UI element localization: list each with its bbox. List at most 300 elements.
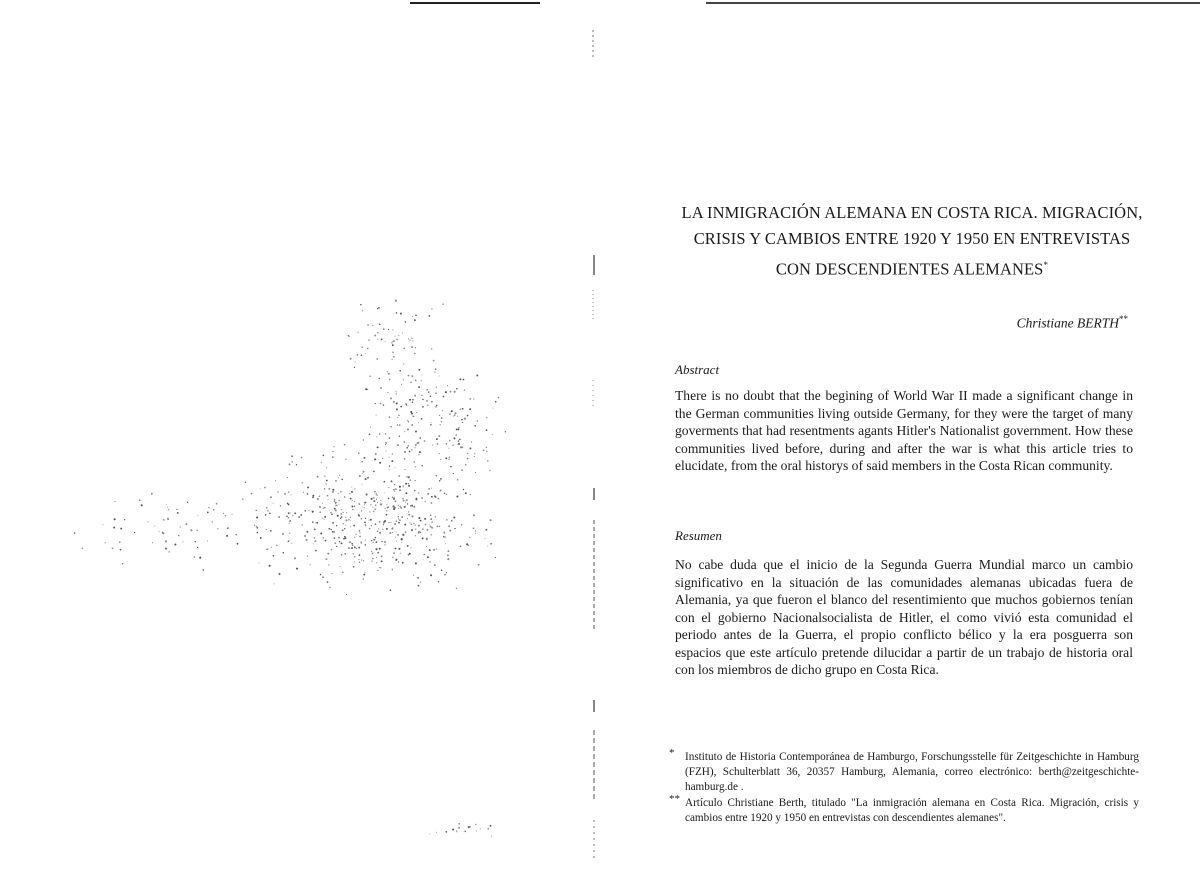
noise-speck [168, 551, 170, 553]
noise-speck [334, 508, 336, 510]
noise-speck [419, 437, 421, 439]
noise-speck [328, 564, 329, 565]
noise-speck [369, 528, 371, 530]
noise-speck [393, 401, 395, 403]
noise-speck [458, 443, 460, 445]
noise-speck [432, 445, 433, 446]
noise-speck [433, 360, 435, 362]
noise-speck [421, 418, 423, 420]
noise-speck [373, 498, 374, 499]
noise-speck [418, 454, 419, 455]
noise-speck [406, 476, 408, 478]
noise-speck [407, 545, 409, 547]
noise-speck [392, 352, 393, 353]
noise-speck [409, 476, 410, 477]
noise-speck [431, 502, 433, 504]
noise-speck [351, 506, 353, 508]
noise-speck [428, 391, 429, 392]
noise-speck [323, 455, 325, 457]
noise-speck [410, 506, 411, 507]
noise-speck [364, 507, 365, 508]
noise-speck [319, 511, 321, 513]
noise-speck [390, 522, 391, 523]
noise-speck [495, 401, 497, 403]
noise-speck [327, 499, 328, 500]
noise-speck [448, 525, 450, 527]
noise-speck [305, 510, 307, 512]
noise-speck [314, 529, 316, 531]
noise-speck [392, 359, 393, 360]
noise-speck [350, 517, 351, 518]
noise-speck [409, 553, 411, 555]
noise-speck [386, 528, 388, 530]
noise-speck [463, 489, 465, 491]
noise-speck [484, 538, 485, 539]
noise-speck [202, 569, 204, 571]
noise-speck [271, 547, 272, 548]
noise-speck [440, 424, 441, 425]
noise-speck [336, 502, 337, 503]
noise-speck [470, 494, 471, 495]
noise-speck [212, 522, 213, 523]
noise-speck [468, 826, 470, 828]
noise-speck [394, 491, 395, 492]
noise-speck [197, 547, 198, 548]
noise-speck [388, 522, 389, 523]
noise-speck [407, 503, 408, 504]
noise-speck [365, 525, 367, 527]
noise-speck [396, 531, 397, 532]
noise-speck [344, 496, 346, 498]
noise-speck [407, 428, 408, 429]
noise-speck [379, 532, 381, 534]
noise-speck [456, 388, 458, 390]
noise-speck [487, 460, 489, 462]
noise-speck [393, 340, 395, 342]
noise-speck [407, 445, 409, 447]
noise-speck [362, 461, 363, 462]
noise-speck [437, 443, 439, 445]
noise-speck [114, 518, 116, 520]
noise-speck [385, 442, 387, 444]
noise-speck [441, 570, 443, 572]
noise-speck [357, 354, 359, 356]
noise-speck [361, 542, 363, 544]
noise-speck [363, 439, 364, 440]
noise-speck [401, 538, 403, 540]
noise-speck [456, 587, 458, 589]
author-footnote-mark: ** [1119, 314, 1128, 324]
noise-speck [469, 447, 471, 449]
noise-speck [163, 519, 165, 521]
noise-speck [456, 831, 457, 832]
noise-speck [289, 463, 291, 465]
abstract-heading: Abstract [675, 362, 720, 377]
noise-speck [422, 559, 423, 560]
noise-speck [274, 583, 275, 584]
noise-speck [404, 451, 406, 453]
noise-speck [264, 487, 266, 489]
footnote-text: Artículo Christiane Berth, titulado "La inmigración alemana en Costa Rica. Migración, crisis y cambios entre 1920 y 1950 en entrevistas con descendientes alemanes". [685, 797, 1139, 824]
noise-speck [474, 453, 475, 454]
noise-speck [320, 574, 322, 576]
noise-speck [351, 487, 352, 488]
noise-speck [82, 548, 83, 549]
noise-speck [420, 520, 422, 522]
noise-speck [370, 519, 372, 521]
noise-speck [324, 488, 325, 489]
noise-speck [402, 534, 403, 535]
noise-speck [276, 545, 277, 546]
noise-speck [437, 498, 439, 500]
noise-speck [483, 450, 485, 452]
noise-speck [339, 541, 340, 542]
noise-speck [352, 500, 353, 501]
noise-speck [355, 362, 356, 363]
noise-speck [307, 531, 309, 533]
noise-speck [395, 336, 396, 337]
noise-speck [392, 341, 393, 342]
noise-speck [308, 510, 309, 511]
noise-speck [319, 506, 321, 508]
noise-speck [267, 510, 269, 512]
noise-speck [332, 456, 333, 457]
noise-speck [445, 391, 447, 393]
noise-speck [460, 408, 462, 410]
noise-speck [393, 505, 395, 507]
noise-speck [301, 482, 302, 483]
noise-speck [449, 440, 451, 442]
noise-speck [340, 518, 341, 519]
noise-speck [403, 535, 405, 537]
noise-speck [225, 515, 227, 517]
noise-speck [346, 519, 348, 521]
noise-speck [296, 464, 297, 465]
noise-speck [287, 477, 288, 478]
noise-speck [444, 574, 446, 576]
noise-speck [424, 518, 426, 520]
noise-speck [287, 502, 289, 504]
noise-speck [386, 514, 388, 516]
noise-speck [341, 516, 343, 518]
noise-speck [411, 346, 413, 348]
noise-speck [431, 521, 432, 522]
noise-speck [477, 420, 479, 422]
noise-speck [341, 479, 343, 481]
noise-speck [486, 451, 487, 452]
noise-speck [412, 515, 414, 517]
noise-speck [414, 395, 416, 397]
noise-speck [454, 391, 456, 393]
noise-speck [364, 502, 366, 504]
noise-speck [256, 526, 258, 528]
noise-speck [324, 475, 325, 476]
noise-speck [313, 543, 314, 544]
noise-speck [429, 561, 431, 563]
noise-speck [339, 475, 340, 476]
noise-speck [290, 494, 291, 495]
noise-speck [370, 504, 371, 505]
noise-speck [476, 830, 477, 831]
noise-speck [216, 503, 218, 505]
noise-speck [378, 378, 379, 379]
noise-speck [391, 342, 392, 343]
noise-speck [168, 509, 169, 510]
noise-speck [400, 553, 401, 554]
noise-speck [330, 512, 331, 513]
noise-speck [443, 536, 445, 538]
noise-speck [288, 512, 290, 514]
noise-speck [425, 501, 426, 502]
noise-speck [458, 440, 459, 441]
noise-speck [398, 335, 399, 336]
noise-speck [284, 493, 285, 494]
noise-speck [372, 507, 373, 508]
noise-speck [327, 581, 329, 583]
noise-speck [431, 401, 433, 403]
noise-speck [434, 371, 435, 372]
noise-speck [436, 548, 437, 549]
noise-speck [387, 392, 388, 393]
noise-speck [375, 403, 376, 404]
noise-speck [380, 500, 381, 501]
noise-speck [450, 391, 452, 393]
noise-speck [451, 410, 453, 412]
noise-speck [418, 422, 419, 423]
noise-speck [286, 516, 288, 518]
noise-speck [490, 519, 492, 521]
noise-speck [400, 406, 402, 408]
noise-speck [375, 453, 377, 455]
noise-speck [404, 506, 406, 508]
noise-speck [480, 828, 481, 829]
noise-speck [388, 487, 389, 488]
noise-speck [242, 499, 243, 500]
noise-speck [395, 537, 396, 538]
noise-speck [396, 393, 397, 394]
noise-speck [398, 508, 399, 509]
noise-speck [370, 427, 371, 428]
noise-speck [361, 354, 363, 356]
noise-speck [377, 446, 379, 448]
noise-speck [420, 532, 421, 533]
noise-speck [422, 528, 424, 530]
noise-speck [413, 575, 414, 576]
noise-speck [433, 549, 435, 551]
noise-speck [495, 557, 496, 558]
noise-speck [102, 524, 103, 525]
noise-speck [322, 518, 323, 519]
noise-speck [323, 508, 325, 510]
noise-speck [197, 530, 198, 531]
noise-speck [363, 560, 364, 561]
noise-speck [351, 543, 353, 545]
noise-speck [424, 554, 425, 555]
noise-speck [385, 508, 386, 509]
noise-speck [317, 476, 319, 478]
noise-speck [166, 542, 167, 543]
noise-speck [294, 557, 296, 559]
noise-speck [392, 330, 393, 331]
noise-speck [338, 477, 339, 478]
noise-speck [436, 832, 437, 833]
noise-speck [405, 502, 406, 503]
noise-speck [258, 562, 259, 563]
noise-speck [426, 546, 427, 547]
noise-speck [371, 498, 373, 500]
noise-speck [486, 447, 487, 448]
noise-speck [409, 451, 411, 453]
noise-speck [408, 421, 410, 423]
noise-speck [415, 535, 416, 536]
noise-speck [338, 493, 339, 494]
noise-speck [431, 348, 432, 349]
noise-speck [396, 339, 398, 341]
noise-speck [328, 488, 330, 490]
noise-speck [397, 516, 398, 517]
noise-speck [392, 453, 393, 454]
noise-speck [314, 537, 316, 539]
noise-speck [400, 313, 402, 315]
noise-speck [363, 574, 365, 576]
noise-speck [394, 497, 395, 498]
noise-speck [415, 447, 416, 448]
noise-speck [344, 444, 346, 446]
noise-speck [332, 522, 334, 524]
noise-speck [377, 570, 378, 571]
noise-speck [469, 537, 470, 538]
noise-speck [383, 481, 385, 483]
noise-speck [498, 397, 500, 399]
noise-speck [332, 491, 334, 493]
noise-speck [310, 564, 311, 565]
noise-speck [368, 339, 370, 341]
noise-speck [421, 380, 422, 381]
noise-speck [411, 449, 412, 450]
noise-speck [399, 424, 401, 426]
noise-speck [389, 437, 391, 439]
noise-speck [376, 415, 377, 416]
noise-speck [392, 569, 393, 570]
noise-speck [375, 504, 377, 506]
noise-speck [407, 420, 408, 421]
noise-speck [358, 559, 359, 560]
noise-speck [351, 491, 353, 493]
noise-speck [167, 518, 168, 519]
noise-speck [119, 541, 121, 543]
noise-speck [356, 548, 357, 549]
noise-speck [307, 493, 309, 495]
noise-speck [426, 400, 427, 401]
noise-speck [353, 553, 354, 554]
noise-speck [390, 589, 392, 591]
noise-speck [389, 457, 390, 458]
noise-speck [459, 439, 461, 441]
noise-speck [389, 465, 390, 466]
noise-speck [354, 525, 355, 526]
noise-speck [371, 551, 372, 552]
noise-speck [431, 308, 432, 309]
noise-speck [445, 457, 447, 459]
noise-speck [354, 488, 355, 489]
noise-speck [415, 314, 417, 316]
noise-speck [397, 424, 398, 425]
noise-speck [315, 522, 316, 523]
noise-speck [404, 524, 406, 526]
noise-speck [396, 402, 398, 404]
noise-speck [277, 491, 278, 492]
noise-speck [438, 581, 439, 582]
noise-speck [448, 458, 449, 459]
noise-speck [391, 480, 393, 482]
noise-speck [405, 469, 406, 470]
noise-speck [411, 524, 412, 525]
noise-speck [405, 321, 407, 323]
noise-speck [290, 512, 291, 513]
noise-speck [457, 428, 459, 430]
noise-speck [429, 549, 431, 551]
noise-speck [461, 469, 463, 471]
noise-speck [392, 344, 394, 346]
noise-speck [392, 532, 393, 533]
noise-speck [439, 453, 440, 454]
noise-speck [217, 528, 218, 529]
noise-speck [452, 829, 454, 831]
noise-speck [226, 535, 228, 537]
noise-speck [354, 537, 355, 538]
noise-speck [365, 539, 366, 540]
noise-speck [411, 547, 412, 548]
noise-speck [453, 473, 454, 474]
noise-speck [435, 496, 437, 498]
noise-speck [403, 379, 404, 380]
noise-speck [397, 417, 398, 418]
noise-speck [418, 532, 419, 533]
noise-speck [429, 834, 430, 835]
noise-speck [438, 375, 439, 376]
noise-speck [340, 566, 341, 567]
noise-speck [377, 339, 378, 340]
noise-speck [369, 375, 371, 377]
noise-speck [316, 522, 318, 524]
noise-speck [167, 507, 168, 508]
noise-speck [162, 532, 164, 534]
noise-speck [410, 382, 412, 384]
noise-speck [393, 356, 395, 358]
noise-speck [177, 512, 179, 514]
noise-speck [365, 518, 366, 519]
noise-speck [376, 358, 378, 360]
noise-speck [231, 514, 232, 515]
noise-speck [324, 507, 326, 509]
noise-speck [460, 545, 462, 547]
noise-speck [450, 466, 452, 468]
noise-speck [343, 523, 344, 524]
noise-speck [431, 496, 433, 498]
noise-speck [405, 506, 406, 507]
noise-speck [382, 458, 383, 459]
noise-speck [376, 557, 377, 558]
noise-speck [166, 504, 167, 505]
noise-speck [294, 512, 296, 514]
noise-speck [227, 527, 229, 529]
top-edge-left [410, 2, 540, 4]
noise-speck [377, 552, 379, 554]
noise-speck [458, 427, 460, 429]
noise-speck [376, 562, 377, 563]
noise-speck [275, 480, 276, 481]
noise-speck [475, 824, 476, 825]
